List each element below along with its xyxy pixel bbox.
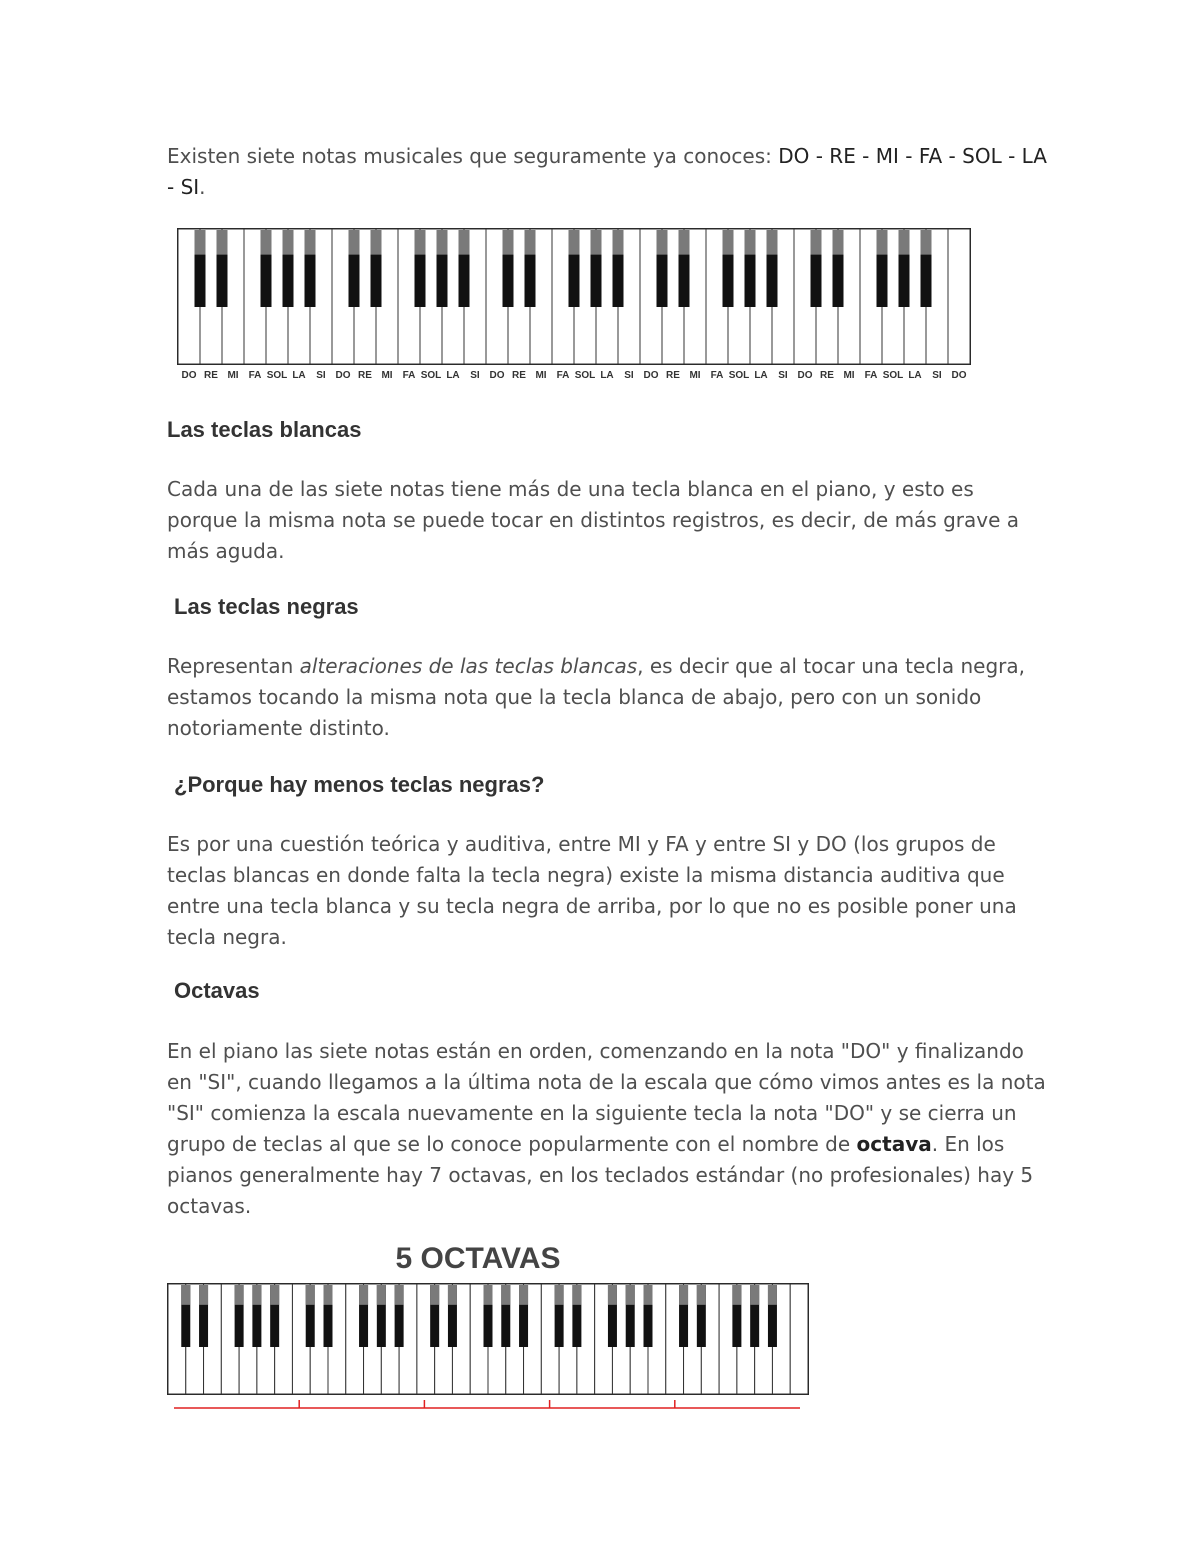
black-key-shine — [877, 230, 888, 255]
key-label: SI — [316, 370, 326, 381]
keyboard-title: 5 OCTAVAS — [395, 1242, 561, 1275]
key-label: MI — [381, 370, 393, 381]
white-key — [948, 229, 970, 364]
black-key-shine — [525, 230, 536, 255]
black-key-shine — [395, 1285, 404, 1305]
key-label: LA — [754, 370, 768, 381]
key-label: SOL — [574, 370, 596, 381]
black-key-shine — [448, 1285, 457, 1305]
black-key-shine — [679, 230, 690, 255]
black-key-shine — [833, 230, 844, 255]
black-key-shine — [697, 1285, 706, 1305]
heading-octaves: Octavas — [174, 978, 260, 1003]
key-label: RE — [512, 370, 526, 381]
key-label: DO — [797, 370, 813, 381]
key-label: LA — [600, 370, 614, 381]
black-key-shine — [768, 1285, 777, 1305]
black-key-shine — [503, 230, 514, 255]
black-key-shine — [377, 1285, 386, 1305]
key-label: SOL — [266, 370, 288, 381]
intro-notes: DO - RE - MI - FA - SOL - LA - SI — [167, 144, 1047, 199]
key-label: DO — [643, 370, 659, 381]
key-label: DO — [335, 370, 351, 381]
black-key-shine — [501, 1285, 510, 1305]
black-key-shine — [555, 1285, 564, 1305]
octaves-text-a: En el piano las siete notas están en orden, comenzando en la nota "DO" y finalizando en "SI", cuando llegamos a la última nota de la escala que cómo vimos antes es la nota "SI" comienza la escala nuevamente en la siguiente tecla la nota "DO" y se cierra un grupo de teclas al que se lo conoce popularmente con el nombre de — [167, 1039, 1046, 1156]
key-label: SI — [624, 370, 634, 381]
black-key-shine — [199, 1285, 208, 1305]
piano-keyboard-five-octaves — [160, 1236, 820, 1426]
key-label: FA — [248, 370, 262, 381]
black-key-shine — [415, 230, 426, 255]
black-key-shine — [613, 230, 624, 255]
paragraph-why-fewer: Es por una cuestión teórica y auditiva, entre MI y FA y entre SI y DO (los grupos de teclas blancas en donde falta la tecla negra) existe la misma distancia auditiva que entre una tecla blanca y su tecla negra de arriba, por lo que no es posible poner una tecla negra. — [167, 832, 1017, 949]
black-keys-italic: alteraciones de las teclas blancas — [299, 654, 638, 678]
black-key-shine — [591, 230, 602, 255]
black-key-shine — [430, 1285, 439, 1305]
octaves-bold-word: octava — [856, 1132, 932, 1156]
black-key-shine — [750, 1285, 759, 1305]
black-key-shine — [626, 1285, 635, 1305]
key-label: MI — [843, 370, 855, 381]
black-key-shine — [484, 1285, 493, 1305]
key-label: SOL — [882, 370, 904, 381]
key-label: FA — [864, 370, 878, 381]
paragraph-white-keys: Cada una de las siete notas tiene más de una tecla blanca en el piano, y esto es porque la misma nota se puede tocar en distintos registros, es decir, de más grave a más aguda. — [167, 477, 1020, 563]
key-label: SOL — [420, 370, 442, 381]
black-key-shine — [899, 230, 910, 255]
key-label: LA — [292, 370, 306, 381]
key-label: DO — [181, 370, 197, 381]
key-label: FA — [556, 370, 570, 381]
heading-why-fewer: ¿Porque hay menos teclas negras? — [174, 772, 545, 797]
paragraph-black-keys — [167, 651, 1047, 744]
key-label: LA — [908, 370, 922, 381]
key-label: LA — [446, 370, 460, 381]
black-key-shine — [270, 1285, 279, 1305]
octaves-text-b: . En los pianos generalmente hay 7 octavas, en los teclados estándar (no profesionales) hay 5 octavas. — [167, 1132, 1034, 1218]
black-key-shine — [459, 230, 470, 255]
black-key-shine — [324, 1285, 333, 1305]
black-key-shine — [569, 230, 580, 255]
key-label: FA — [710, 370, 724, 381]
black-key-shine — [217, 230, 228, 255]
black-key-shine — [519, 1285, 528, 1305]
white-key — [790, 1284, 808, 1394]
heading-white-keys: Las teclas blancas — [167, 417, 362, 442]
black-key-shine — [235, 1285, 244, 1305]
intro-text: Existen siete notas musicales que seguramente ya conoces: — [167, 144, 779, 168]
black-key-shine — [644, 1285, 653, 1305]
key-label: MI — [227, 370, 239, 381]
black-key-shine — [371, 230, 382, 255]
black-key-shine — [437, 230, 448, 255]
black-keys-text-a: Representan — [167, 654, 300, 678]
piano-keyboard-labeled — [170, 224, 980, 384]
black-key-shine — [572, 1285, 581, 1305]
key-label: RE — [666, 370, 680, 381]
key-label: SI — [778, 370, 788, 381]
black-key-shine — [195, 230, 206, 255]
key-label: MI — [535, 370, 547, 381]
key-label: SOL — [728, 370, 750, 381]
black-key-shine — [679, 1285, 688, 1305]
key-label: MI — [689, 370, 701, 381]
black-key-shine — [283, 230, 294, 255]
black-key-shine — [811, 230, 822, 255]
key-label: RE — [820, 370, 834, 381]
key-label: FA — [402, 370, 416, 381]
black-key-shine — [359, 1285, 368, 1305]
black-key-shine — [767, 230, 778, 255]
black-key-shine — [261, 230, 272, 255]
heading-black-keys: Las teclas negras — [174, 594, 359, 619]
black-key-shine — [349, 230, 360, 255]
black-key-shine — [732, 1285, 741, 1305]
intro-period: . — [199, 175, 206, 199]
intro-paragraph — [167, 141, 1047, 203]
key-label: DO — [951, 370, 967, 381]
black-key-shine — [608, 1285, 617, 1305]
black-key-shine — [921, 230, 932, 255]
black-key-shine — [745, 230, 756, 255]
key-label: DO — [489, 370, 505, 381]
black-key-shine — [252, 1285, 261, 1305]
black-key-shine — [657, 230, 668, 255]
black-key-shine — [723, 230, 734, 255]
paragraph-octaves — [167, 1036, 1047, 1222]
black-keys-text-b: , es decir que al tocar una tecla negra, estamos tocando la misma nota que la tecla blanca de abajo, pero con un sonido notoriamente distinto. — [167, 654, 1025, 740]
black-key-shine — [306, 1285, 315, 1305]
key-label: SI — [470, 370, 480, 381]
black-key-shine — [181, 1285, 190, 1305]
key-label: RE — [358, 370, 372, 381]
black-key-shine — [305, 230, 316, 255]
key-label: RE — [204, 370, 218, 381]
key-label: SI — [932, 370, 942, 381]
